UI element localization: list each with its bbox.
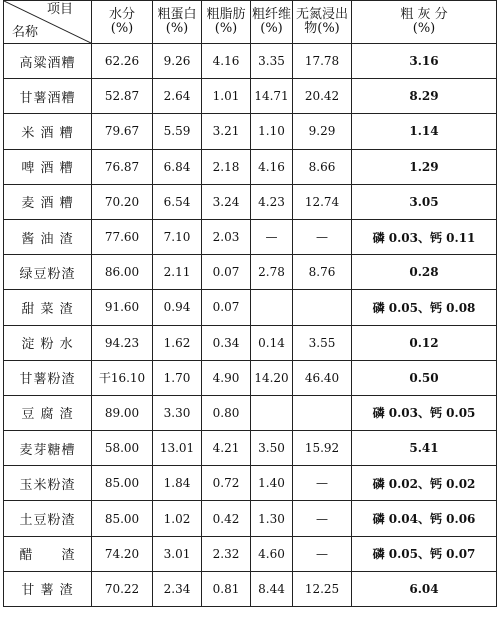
cell-nfe: 46.40 bbox=[293, 360, 352, 395]
cell-fiber: 0.14 bbox=[251, 325, 293, 360]
cell-fiber: 1.40 bbox=[251, 466, 293, 501]
cell-fiber: 1.30 bbox=[251, 501, 293, 536]
table-body bbox=[4, 44, 497, 607]
cell-name: 玉米粉渣 bbox=[4, 466, 92, 501]
cell-name: 高粱酒糟 bbox=[4, 44, 92, 79]
cell-nfe: 17.78 bbox=[293, 44, 352, 79]
cell-nfe: 12.74 bbox=[293, 184, 352, 219]
cell-protein: 13.01 bbox=[153, 431, 202, 466]
cell-water: 85.00 bbox=[92, 466, 153, 501]
column-unit: (%) bbox=[214, 21, 238, 36]
cell-ash: 0.12 bbox=[352, 325, 497, 360]
cell-fat: 4.21 bbox=[202, 431, 251, 466]
cell-fat: 0.34 bbox=[202, 325, 251, 360]
cell-water: 77.60 bbox=[92, 219, 153, 254]
cell-name: 绿豆粉渣 bbox=[4, 255, 92, 290]
table-row bbox=[4, 114, 497, 149]
cell-protein: 6.54 bbox=[153, 184, 202, 219]
cell-ash: 5.41 bbox=[352, 431, 497, 466]
cell-name: 土豆粉渣 bbox=[4, 501, 92, 536]
cell-name: 甘 薯 渣 bbox=[4, 571, 92, 606]
cell-ash: 0.50 bbox=[352, 360, 497, 395]
cell-fat: 0.72 bbox=[202, 466, 251, 501]
table-row bbox=[4, 466, 497, 501]
table-row bbox=[4, 325, 497, 360]
cell-name: 豆 腐 渣 bbox=[4, 395, 92, 430]
cell-fat: 1.01 bbox=[202, 79, 251, 114]
cell-fiber: 14.20 bbox=[251, 360, 293, 395]
cell-nfe: — bbox=[293, 219, 352, 254]
cell-protein: 7.10 bbox=[153, 219, 202, 254]
cell-fat: 3.24 bbox=[202, 184, 251, 219]
cell-fiber: 3.50 bbox=[251, 431, 293, 466]
cell-nfe: 3.55 bbox=[293, 325, 352, 360]
cell-ash: 磷 0.02、钙 0.02 bbox=[352, 466, 497, 501]
cell-nfe bbox=[293, 290, 352, 325]
column-header-fat bbox=[202, 1, 251, 44]
table-row bbox=[4, 44, 497, 79]
column-unit: 物(%) bbox=[304, 21, 340, 36]
column-label: 粗纤维 bbox=[251, 7, 291, 22]
cell-nfe: — bbox=[293, 466, 352, 501]
cell-fat: 4.90 bbox=[202, 360, 251, 395]
cell-fat: 2.18 bbox=[202, 149, 251, 184]
cell-fiber: 14.71 bbox=[251, 79, 293, 114]
corner-bottom-label: 名称 bbox=[12, 25, 39, 40]
cell-water: 62.26 bbox=[92, 44, 153, 79]
cell-nfe: — bbox=[293, 536, 352, 571]
column-label: 粗蛋白 bbox=[157, 7, 197, 22]
cell-fiber: 2.78 bbox=[251, 255, 293, 290]
cell-fat: 0.07 bbox=[202, 290, 251, 325]
table-row bbox=[4, 536, 497, 571]
cell-ash: 磷 0.04、钙 0.06 bbox=[352, 501, 497, 536]
cell-nfe: 9.29 bbox=[293, 114, 352, 149]
cell-nfe: 15.92 bbox=[293, 431, 352, 466]
cell-water: 70.22 bbox=[92, 571, 153, 606]
column-label: 粗脂肪 bbox=[206, 7, 246, 22]
corner-top-label: 项目 bbox=[46, 2, 73, 17]
cell-fiber: 3.35 bbox=[251, 44, 293, 79]
cell-protein: 3.01 bbox=[153, 536, 202, 571]
column-label: 粗 灰 分 bbox=[400, 7, 448, 22]
cell-protein: 2.34 bbox=[153, 571, 202, 606]
cell-nfe: — bbox=[293, 501, 352, 536]
cell-fiber: 1.10 bbox=[251, 114, 293, 149]
cell-ash: 磷 0.05、钙 0.07 bbox=[352, 536, 497, 571]
cell-ash: 磷 0.03、钙 0.11 bbox=[352, 219, 497, 254]
table-row bbox=[4, 395, 497, 430]
column-unit: (%) bbox=[110, 21, 134, 36]
cell-protein: 6.84 bbox=[153, 149, 202, 184]
table-row bbox=[4, 255, 497, 290]
cell-protein: 2.64 bbox=[153, 79, 202, 114]
cell-ash: 1.29 bbox=[352, 149, 497, 184]
cell-name: 醋 渣 bbox=[4, 536, 92, 571]
cell-water: 94.23 bbox=[92, 325, 153, 360]
cell-fat: 0.80 bbox=[202, 395, 251, 430]
cell-nfe: 8.66 bbox=[293, 149, 352, 184]
cell-water: 76.87 bbox=[92, 149, 153, 184]
cell-protein: 0.94 bbox=[153, 290, 202, 325]
table-row bbox=[4, 290, 497, 325]
column-label: 水分 bbox=[108, 7, 135, 22]
column-header-water bbox=[92, 1, 153, 44]
cell-water: 58.00 bbox=[92, 431, 153, 466]
cell-ash: 8.29 bbox=[352, 79, 497, 114]
cell-water: 干16.10 bbox=[92, 360, 153, 395]
cell-ash: 磷 0.03、钙 0.05 bbox=[352, 395, 497, 430]
nutrient-table bbox=[3, 0, 497, 607]
cell-name: 麦芽糖槽 bbox=[4, 431, 92, 466]
cell-fat: 2.03 bbox=[202, 219, 251, 254]
cell-name: 啤 酒 糟 bbox=[4, 149, 92, 184]
cell-protein: 1.70 bbox=[153, 360, 202, 395]
cell-water: 52.87 bbox=[92, 79, 153, 114]
table-row bbox=[4, 571, 497, 606]
cell-ash: 0.28 bbox=[352, 255, 497, 290]
cell-nfe: 12.25 bbox=[293, 571, 352, 606]
cell-water: 86.00 bbox=[92, 255, 153, 290]
cell-fat: 0.07 bbox=[202, 255, 251, 290]
cell-fat: 3.21 bbox=[202, 114, 251, 149]
cell-water: 91.60 bbox=[92, 290, 153, 325]
cell-protein: 3.30 bbox=[153, 395, 202, 430]
cell-name: 甘薯粉渣 bbox=[4, 360, 92, 395]
column-header-ash bbox=[352, 1, 497, 44]
cell-ash: 1.14 bbox=[352, 114, 497, 149]
cell-name: 麦 酒 糟 bbox=[4, 184, 92, 219]
table-row bbox=[4, 360, 497, 395]
cell-name: 甘薯酒糟 bbox=[4, 79, 92, 114]
corner-header-cell bbox=[4, 1, 92, 44]
cell-protein: 1.62 bbox=[153, 325, 202, 360]
cell-fat: 0.42 bbox=[202, 501, 251, 536]
cell-fiber bbox=[251, 290, 293, 325]
cell-water: 79.67 bbox=[92, 114, 153, 149]
cell-protein: 5.59 bbox=[153, 114, 202, 149]
cell-water: 70.20 bbox=[92, 184, 153, 219]
cell-fat: 2.32 bbox=[202, 536, 251, 571]
table-row bbox=[4, 501, 497, 536]
cell-ash: 磷 0.05、钙 0.08 bbox=[352, 290, 497, 325]
cell-water: 85.00 bbox=[92, 501, 153, 536]
cell-protein: 1.02 bbox=[153, 501, 202, 536]
cell-fiber: — bbox=[251, 219, 293, 254]
cell-fat: 0.81 bbox=[202, 571, 251, 606]
cell-fiber: 4.60 bbox=[251, 536, 293, 571]
cell-protein: 2.11 bbox=[153, 255, 202, 290]
table-row bbox=[4, 149, 497, 184]
column-unit: (%) bbox=[165, 21, 189, 36]
cell-ash: 3.16 bbox=[352, 44, 497, 79]
column-unit: (%) bbox=[412, 21, 436, 36]
cell-nfe: 20.42 bbox=[293, 79, 352, 114]
cell-ash: 6.04 bbox=[352, 571, 497, 606]
cell-fiber: 4.23 bbox=[251, 184, 293, 219]
cell-fiber bbox=[251, 395, 293, 430]
cell-name: 米 酒 糟 bbox=[4, 114, 92, 149]
table-row bbox=[4, 431, 497, 466]
table-header-row bbox=[4, 1, 497, 44]
cell-protein: 1.84 bbox=[153, 466, 202, 501]
cell-water: 74.20 bbox=[92, 536, 153, 571]
cell-protein: 9.26 bbox=[153, 44, 202, 79]
cell-name: 酱 油 渣 bbox=[4, 219, 92, 254]
column-header-protein bbox=[153, 1, 202, 44]
cell-fiber: 4.16 bbox=[251, 149, 293, 184]
cell-fat: 4.16 bbox=[202, 44, 251, 79]
cell-ash: 3.05 bbox=[352, 184, 497, 219]
cell-nfe: 8.76 bbox=[293, 255, 352, 290]
table-row bbox=[4, 219, 497, 254]
cell-water: 89.00 bbox=[92, 395, 153, 430]
column-header-nfe bbox=[293, 1, 352, 44]
cell-nfe bbox=[293, 395, 352, 430]
table-row bbox=[4, 79, 497, 114]
cell-name: 淀 粉 水 bbox=[4, 325, 92, 360]
cell-name: 甜 菜 渣 bbox=[4, 290, 92, 325]
cell-fiber: 8.44 bbox=[251, 571, 293, 606]
column-header-fiber bbox=[251, 1, 293, 44]
table-row bbox=[4, 184, 497, 219]
column-label: 无氮浸出 bbox=[295, 7, 348, 22]
column-unit: (%) bbox=[260, 21, 283, 36]
